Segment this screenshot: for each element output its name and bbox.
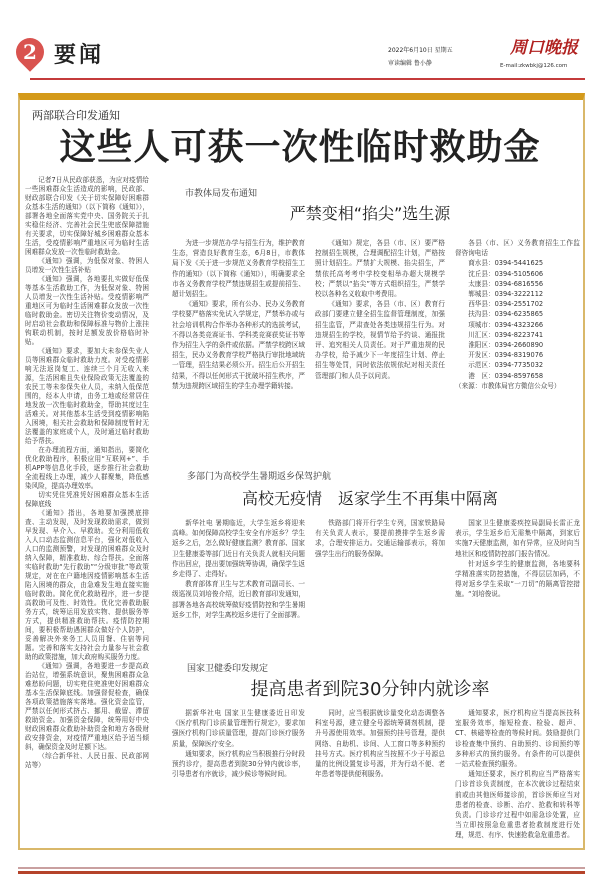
phone-item: 西华县：0394-2551702 [468, 300, 544, 309]
paragraph: 记者7日从民政部获悉，为应对疫情给一些困难群众生活造成的影响，民政部、财政部联合印发《关于切实保障好困难群众基本生活的通知》（以下简称《通知》），部署各地全面落实党中央、国务院关于扎实稳住经济、完善社会民生兜底保障措施有关要求，切实保障好城乡困难群众基本生活，受疫情影响严重地区可为临时生活困难群众发放一次性临时救助金。 [25, 176, 149, 256]
phone-item: 淮阳区：0394-2660890 [468, 341, 544, 350]
source-note: （来源：市教体局官方微信公众号） [455, 381, 561, 390]
edu-headline: 严禁变相“掐尖”选生源 [289, 204, 451, 223]
phone-item: 港 区：0394-8597658 [468, 371, 544, 380]
paragraph: 针对返乡学生的健康监测，各地要科学精准落实防控措施，不得层层加码，不得对返乡学生采取“一刀切”的隔离管控措施。“刘培俊说。 [455, 559, 580, 599]
paragraph: 教育部体育卫生与艺术教育司副司长、一级巡视员刘培俊介绍，近日教育部印发通知，部署各地各高校统筹做好疫情防控和学生暑期返乡工作，对学生离校返乡进行了全面部署。 [172, 580, 305, 619]
paragraph: 通知要求，医疗机构应当积极推行分时段预约诊疗，提高患者到院30分钟内就诊率，引导患者有序就诊，减少候诊等候时间。 [172, 749, 305, 779]
campus-column-1 [172, 518, 305, 658]
paragraph: 通知要求，医疗机构应当提高医技科室服务效率，缩短检查、检验、超声、CT、核磁等检查的等候时间。鼓励提供门诊检查集中预约、自助预约、诊间预约等多种形式的预约服务。有条件的可以提供一站式检查预约服务。 [455, 709, 580, 769]
paragraph: 各县（市、区）义务教育招生工作监督咨询电话 [455, 239, 580, 258]
phone-item: 郸城县：0394-3222112 [468, 290, 544, 299]
edu-kicker: 市教体局发布通知 [185, 189, 258, 199]
paragraph: 铁路部门将开行学生专列，国家铁路局有关负责人表示，要提前摸排学生返乡需求，合理安排运力。交通运输部表示，将加强学生出行的服务保障。 [315, 519, 445, 558]
paragraph: 新华社电 暑期临近，大学生返乡将迎来高峰。如何保障高校学生安全有序返乡？学生返乡之后，怎么做好健康监测？教育部、国家卫生健康委等部门近日有关负责人就相关问题作出回应，提出要加强统筹协调，确保学生返乡走得了、走得好。 [172, 519, 305, 579]
campus-column-2 [315, 518, 445, 658]
edu-column-1 [172, 238, 305, 462]
contact-email: E-mail:zkwbkj@126.com [500, 63, 568, 69]
lead-headline: 这些人可获一次性临时救助金 [59, 126, 541, 168]
clinic-headline: 提高患者到院30分钟内就诊率 [250, 679, 490, 700]
campus-headline: 高校无疫情 返家学生不再集中隔离 [241, 489, 498, 508]
editor-credit: 审读编辑 鲁小静 [388, 60, 432, 67]
lead-article-body [25, 176, 149, 844]
paragraph: 《通知》强调，为低保对象、特困人员增发一次性生活补贴 [25, 257, 149, 274]
paragraph: 《通知》规定，各县（市、区）要严格控制招生规模，合理调配招生计划，严格按照计划招生。严禁扩大规模、掐尖招生，严禁依托高考考中学校变相举办超大规模学校；严禁以“掐尖”等方式组织招生，严禁学校以各种名义收取中考费用。 [315, 239, 445, 299]
clinic-kicker: 国家卫健委印发规定 [187, 664, 269, 674]
phone-item: 商水县：0394-5441625 [468, 259, 544, 268]
issue-date: 2022年6月10日 星期五 [388, 47, 453, 54]
newspaper-logo: 周口晚报 [510, 38, 578, 58]
paragraph: 在办理流程方面，通知指出，要简化优化救助程序，积极应用“互联网+”、手机APP等信息化手段，逐步推行社会救助全流程线上办理，减少人群聚集，降低感染风险，提高办理效率。 [25, 446, 149, 490]
lead-kicker: 两部联合印发通知 [32, 109, 120, 122]
phone-item: 沈丘县：0394-5105606 [468, 269, 544, 278]
phone-item: 川汇区：0394-8223741 [468, 330, 544, 339]
paragraph: 《通知》要求，各县（市、区）教育行政部门要建立健全招生监督管理制度，加强招生监管，严肃查处各类违规招生行为。对违规招生的学校，视情节给予约谈、通报批评、追究相关人员责任。对于严重违规的民办学校，给予减少下一年度招生计划、停止招生等处罚，同时依法依规依纪对相关责任管理部门和人员予以问责。 [315, 300, 445, 380]
paragraph: 《通知》要求，要加大未参保失业人员等困难群众临时救助力度。对受疫情影响无法返岗复工、连续三个月无收入来源，生活困难且失业保险政策无法覆盖的农民工等未参保失业人员，未纳入低保范围的，经本人申请，由务工地或经常居住地发放一次性临时救助金，帮助其度过生活难关。对其他基本生活受到疫情影响陷入困境，相关社会救助和保障制度暂时无法覆盖的家庭或个人，及时通过临时救助给予帮扶。 [25, 347, 149, 445]
clinic-column-1 [172, 708, 305, 844]
paragraph: 《通知》指出，各地要加强摸底排查、主动发现，及时发现救助需求，做到早发现、早介入、早救助。充分利用低收入人口动态监测信息平台，强化对低收入人口的监测预警，对发现的困难群众及时纳入保障，精准救助、综合帮扶。全面落实临时救助“先行救助”“分级审批”等政策规定，对在在户籍地因疫情影响基本生活陷入困境的群众，由急难发生地直接实施临时救助。简化优化救助程序，进一步提高救助可及性、时效性。优化完善救助服务方式，统筹运用发放实物、提供服务等方式，提供精准救助帮扶。疫情防控期间，要积极帮助遇困群众做好个人防护，妥善解决外来务工人员用餐、住宿等问题。完善和落实支持社会力量参与社会救助的政策措施，加大政府购买服务力度。 [25, 509, 149, 661]
phone-item: 太康县：0394-6816556 [468, 279, 544, 288]
paragraph: 同时，应当根据就诊量变化动态调整各科室号源，建立健全号源统筹调剂机制，提升号源使用效率。加强预约挂号管理，提供网络、自助机、诊间、人工窗口等多种预约挂号方式。医疗机构应当按照不少于号源总量的比例设置复诊号源，并为行动不便、老年患者等提供便利服务。 [315, 709, 445, 779]
paragraph: 《通知》强调，各地要进一步提高政治站位，增强系统意识，聚焦困难群众急难愁盼问题，切实兜住兜准兜好困难群众基本生活保障底线。加强督促检查，确保各项政策措施落实落地。强化资金监管，严禁以任何形式挤占、挪用、截留、滞留救助资金。加强资金保障，统筹用好中央财政困难群众救助补助资金和地方各级财政安排资金，对疫情严重地区给予适当倾斜，确保资金及时足额下达。 [25, 662, 149, 751]
phone-item: 开发区：0394-8319076 [468, 351, 544, 360]
campus-column-3 [455, 518, 580, 658]
source-note: （综合新华社、人民日报、民政部网站等） [25, 752, 149, 769]
paragraph: 《通知》要求，所有公办、民办义务教育学校要严格落实免试入学规定，严禁举办或与社会培训机构合作举办各种形式的选拔考试，不得以各类竞赛证书、学科类竞赛获奖证书等作为招生入学的条件或依据。严禁学校跨区域招生，民办义务教育学校严格执行审批地域统一管理，招生结果必须公开。招生后公开招生结果，不得以任何形式干扰破坏招生秩序，严禁为违规跨区域招生的学生办理学籍转接。 [172, 300, 305, 390]
footer-divider [18, 867, 585, 869]
phone-item: 项城市：0394-4323266 [468, 320, 544, 329]
header-divider [30, 78, 585, 80]
edu-column-2 [315, 238, 445, 462]
page-number: 2 [23, 40, 37, 64]
campus-kicker: 多部门为高校学生暑期返乡保驾护航 [187, 472, 332, 482]
footer-divider [18, 871, 585, 874]
phone-item: 扶沟县：0394-6235865 [468, 310, 544, 319]
clinic-column-2 [315, 708, 445, 844]
edu-column-3 [455, 238, 580, 462]
paragraph: 国家卫生健康委疾控局副局长雷正龙表示，学生返乡后无需集中隔离，到家后实施7天健康监测，如有异常，应及时向当地社区和疫情防控部门报告情况。 [455, 519, 580, 558]
section-name: 要闻 [54, 42, 105, 68]
paragraph: 通知还要求，医疗机构应当严格落实门诊首诊负责制度，在本次就诊过程结束前或由其他医师接诊前，首诊医师应当对患者的检查、诊断、治疗、抢救和转科等负责。门诊诊疗过程中如需急诊处置，应当立即按照急危重患者抢救制度进行处理，规范、有序、快速抢救急危重患者。 [455, 770, 580, 840]
paragraph: 为进一步规范办学与招生行为，维护教育生态，营造良好教育生态，6月8日，市教体局下发《关于进一步规范义务教育学校招生工作的通知》（以下简称《通知》），明确要求全市各义务教育学校严禁违规招生或提前招生、超计划招生。 [172, 239, 305, 299]
paragraph: 据新华社电 国家卫生健康委近日印发《医疗机构门诊质量管理暂行规定》，要求加强医疗机构门诊质量管理，提高门诊医疗服务质量，保障医疗安全。 [172, 709, 305, 748]
phone-item: 示范区：0394-7735032 [468, 361, 544, 370]
paragraph: 《通知》强调，各地要扎实做好低保等基本生活救助工作，为低保对象、特困人员增发一次性生活补贴。受疫情影响严重地区可为临时生活困难群众发放一次性临时救助金。密切关注物价变动情况，及时启动社会救助和保障标准与物价上涨挂钩联动机制，按时足额发放价格临时补贴。 [25, 275, 149, 346]
paragraph: 切实凭住凭准凭好困难群众基本生活保障底线 [25, 491, 149, 508]
clinic-column-3 [455, 708, 580, 844]
